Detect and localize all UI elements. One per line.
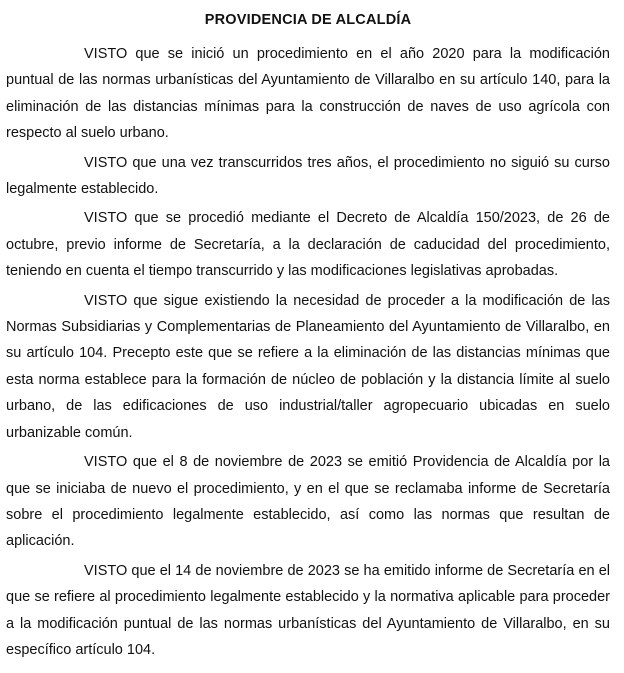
paragraph-visto-4: VISTO que sigue existiendo la necesidad de proceder a la modificación de las Normas Subsidiarias y Complementarias de Planeamiento del Ayuntamiento de Villaralbo, en su artículo 104. Precepto este que se refiere a la eliminación de las distancias mínimas que esta norma establece para la formación de núcleo de población y la distancia límite al suelo urbano, de las edificaciones de uso industrial/taller agropecuario ubicadas en suelo urbanizable común. — [6, 292, 610, 441]
paragraph-visto-3: VISTO que se procedió mediante el Decreto de Alcaldía 150/2023, de 26 de octubre, previo informe de Secretaría, a la declaración de caducidad del procedimiento, teniendo en cuenta el tiempo transcurrido y las modificaciones legislativas aprobadas. — [6, 210, 610, 280]
document-page — [6, 0, 610, 663]
paragraph-visto-5: VISTO que el 8 de noviembre de 2023 se emitió Providencia de Alcaldía por la que se iniciaba de nuevo el procedimiento, y en el que se reclamaba informe de Secretaría sobre el procedimiento legalmente establecido, así como las normas que resultan de aplicación. — [6, 454, 610, 550]
paragraph-visto-2: VISTO que una vez transcurridos tres años, el procedimiento no siguió su curso legalmente establecido. — [6, 154, 610, 198]
paragraph-visto-6: VISTO que el 14 de noviembre de 2023 se ha emitido informe de Secretaría en el que se refiere al procedimiento legalmente establecido y la normativa aplicable para proceder a la modificación puntual de las normas urbanísticas del Ayuntamiento de Villaralbo, en su específico artículo 104. — [6, 562, 610, 658]
document-title: PROVIDENCIA DE ALCALDÍA — [204, 12, 412, 28]
paragraph-visto-1: VISTO que se inició un procedimiento en el año 2020 para la modificación puntual de las normas urbanísticas del Ayuntamiento de Villaralbo en su artículo 140, para la eliminación de las distancias mínimas para la construcción de naves de uso agrícola con respecto al suelo urbano. — [6, 46, 610, 142]
